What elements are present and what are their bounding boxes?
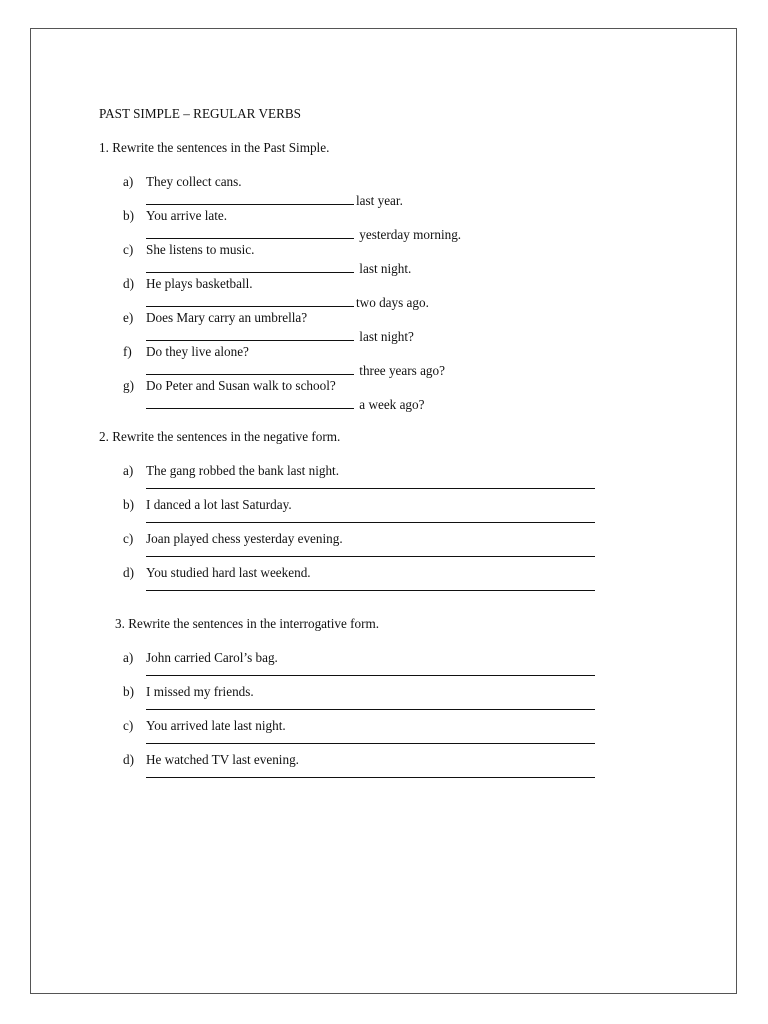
answer-blank[interactable] — [146, 360, 354, 375]
exercise-3-heading: 3. Rewrite the sentences in the interrogative form. — [115, 616, 380, 631]
item-suffix: last night? — [359, 329, 414, 344]
item-letter: e) — [123, 310, 134, 325]
item-suffix: two days ago. — [356, 295, 429, 310]
item-letter: a) — [123, 650, 134, 665]
answer-line[interactable] — [146, 700, 595, 710]
item-suffix: last night. — [359, 261, 412, 276]
item-sentence: You studied hard last weekend. — [146, 565, 311, 580]
item-sentence: They collect cans. — [146, 174, 242, 189]
list-item — [99, 275, 659, 309]
item-sentence: Do Peter and Susan walk to school? — [146, 378, 336, 393]
item-sentence: I missed my friends. — [146, 684, 254, 699]
answer-blank[interactable] — [146, 224, 354, 239]
list-item — [99, 462, 659, 496]
list-item — [99, 649, 659, 683]
answer-line[interactable] — [146, 513, 595, 523]
item-suffix: a week ago? — [359, 397, 425, 412]
list-item — [99, 343, 659, 377]
exercise-1-list — [99, 173, 659, 411]
answer-blank[interactable] — [146, 394, 354, 409]
item-letter: a) — [123, 174, 134, 189]
answer-blank[interactable] — [146, 258, 354, 273]
worksheet-title: PAST SIMPLE – REGULAR VERBS — [99, 106, 302, 121]
item-suffix: last year. — [356, 193, 403, 208]
answer-line[interactable] — [146, 547, 595, 557]
item-sentence: She listens to music. — [146, 242, 255, 257]
worksheet-page — [30, 28, 737, 994]
exercise-2-list — [99, 462, 659, 598]
list-item — [99, 683, 659, 717]
item-sentence: You arrive late. — [146, 208, 228, 223]
item-suffix: three years ago? — [359, 363, 445, 378]
list-item — [99, 717, 659, 751]
item-letter: d) — [123, 752, 134, 767]
list-item — [99, 173, 659, 207]
answer-line[interactable] — [146, 581, 595, 591]
list-item — [99, 751, 659, 785]
item-sentence: Joan played chess yesterday evening. — [146, 531, 343, 546]
list-item — [99, 530, 659, 564]
item-letter: a) — [123, 463, 134, 478]
item-sentence: Do they live alone? — [146, 344, 249, 359]
item-sentence: He plays basketball. — [146, 276, 253, 291]
answer-line[interactable] — [146, 479, 595, 489]
item-sentence: You arrived late last night. — [146, 718, 286, 733]
item-letter: d) — [123, 565, 134, 580]
list-item — [99, 496, 659, 530]
item-letter: b) — [123, 208, 134, 223]
item-letter: c) — [123, 531, 134, 546]
item-sentence: I danced a lot last Saturday. — [146, 497, 292, 512]
exercise-1-heading: 1. Rewrite the sentences in the Past Simple. — [99, 140, 330, 155]
answer-line[interactable] — [146, 666, 595, 676]
list-item — [99, 564, 659, 598]
answer-blank[interactable] — [146, 292, 354, 307]
item-letter: d) — [123, 276, 134, 291]
item-sentence: Does Mary carry an umbrella? — [146, 310, 308, 325]
item-letter: g) — [123, 378, 134, 393]
exercise-2-heading: 2. Rewrite the sentences in the negative form. — [99, 429, 341, 444]
answer-blank[interactable] — [146, 190, 354, 205]
list-item — [99, 377, 659, 411]
worksheet-content — [99, 105, 659, 785]
list-item — [99, 241, 659, 275]
item-sentence: The gang robbed the bank last night. — [146, 463, 340, 478]
item-letter: c) — [123, 718, 134, 733]
list-item — [99, 309, 659, 343]
item-sentence: John carried Carol’s bag. — [146, 650, 278, 665]
item-letter: c) — [123, 242, 134, 257]
answer-blank[interactable] — [146, 326, 354, 341]
exercise-3-list — [99, 649, 659, 785]
item-suffix: yesterday morning. — [359, 227, 462, 242]
item-letter: b) — [123, 497, 134, 512]
list-item — [99, 207, 659, 241]
item-letter: f) — [123, 344, 132, 359]
item-letter: b) — [123, 684, 134, 699]
answer-line[interactable] — [146, 768, 595, 778]
item-sentence: He watched TV last evening. — [146, 752, 299, 767]
answer-line[interactable] — [146, 734, 595, 744]
